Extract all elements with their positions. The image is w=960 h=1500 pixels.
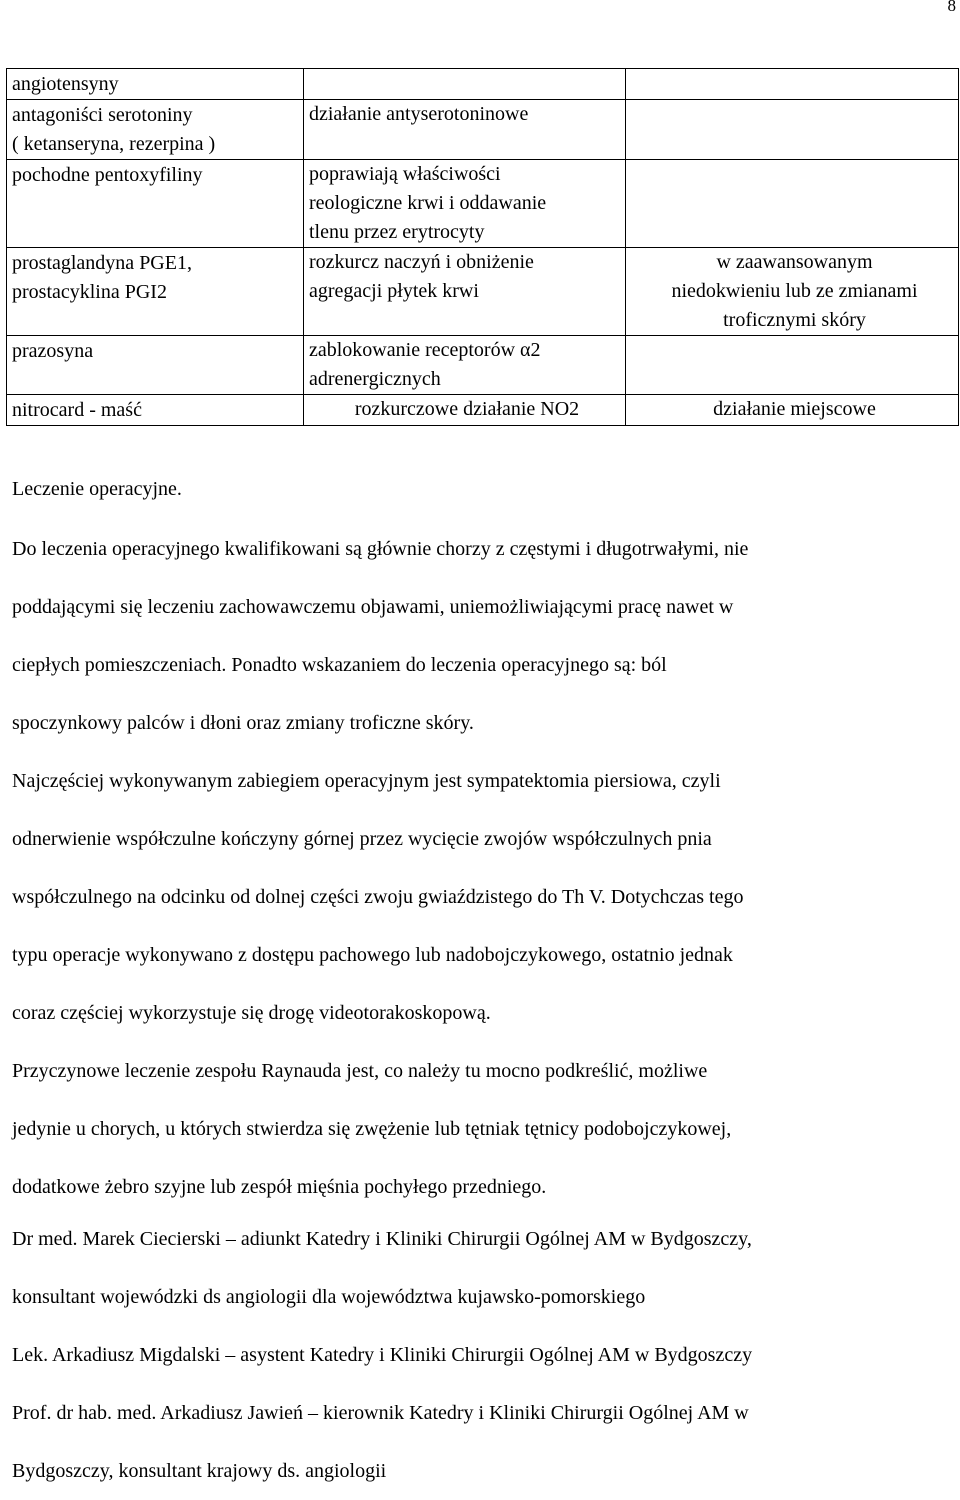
cell-line: troficznymi skóry bbox=[723, 309, 866, 331]
authors-block bbox=[12, 1210, 952, 1500]
body-text bbox=[12, 520, 952, 1216]
cell-line: agregacji płytek krwi bbox=[309, 280, 479, 302]
cell-line: w zaawansowanym bbox=[716, 251, 873, 273]
cell-line: antagoniści serotoniny bbox=[12, 104, 193, 126]
author-line: konsultant wojewódzki ds angiologii dla województwa kujawsko-pomorskiego bbox=[12, 1286, 646, 1308]
cell-line: angiotensyny bbox=[12, 73, 119, 95]
paragraph bbox=[12, 1042, 952, 1216]
cell-line: rozkurcz naczyń i obniżenie bbox=[309, 251, 534, 273]
action-cell bbox=[304, 100, 626, 160]
text-line: Najczęściej wykonywanym zabiegiem operacyjnym jest sympatektomia piersiowa, czyli bbox=[12, 770, 721, 792]
indication-cell bbox=[626, 336, 959, 395]
cell-line: prostacyklina PGI2 bbox=[12, 281, 167, 303]
table-row bbox=[7, 100, 959, 160]
cell-line: pochodne pentoxyfiliny bbox=[12, 164, 203, 186]
drug-cell bbox=[7, 248, 304, 336]
cell-line: zablokowanie receptorów α2 bbox=[309, 339, 541, 361]
text-line: odnerwienie współczulne kończyny górnej przez wycięcie zwojów współczulnych pnia bbox=[12, 828, 712, 850]
cell-line: tlenu przez erytrocyty bbox=[309, 221, 485, 243]
table-row bbox=[7, 160, 959, 248]
text-line: ciepłych pomieszczeniach. Ponadto wskazaniem do leczenia operacyjnego są: ból bbox=[12, 654, 667, 676]
text-line: Do leczenia operacyjnego kwalifikowani są głównie chorzy z częstymi i długotrwałymi, nie bbox=[12, 538, 749, 560]
action-cell bbox=[304, 336, 626, 395]
cell-line: nitrocard - maść bbox=[12, 399, 142, 421]
text-line: coraz częściej wykorzystuje się drogę videotorakoskopową. bbox=[12, 1002, 491, 1024]
section-heading: Leczenie operacyjne. bbox=[12, 478, 182, 500]
drug-table bbox=[6, 68, 959, 426]
author-line: Lek. Arkadiusz Migdalski – asystent Katedry i Kliniki Chirurgii Ogólnej AM w Bydgoszczy bbox=[12, 1344, 753, 1366]
drug-cell bbox=[7, 69, 304, 100]
drug-cell bbox=[7, 395, 304, 426]
text-line: typu operacje wykonywano z dostępu pachowego lub nadobojczykowego, ostatnio jednak bbox=[12, 944, 733, 966]
cell-line: niedokwieniu lub ze zmianami bbox=[671, 280, 918, 302]
paragraph bbox=[12, 520, 952, 752]
author-line: Prof. dr hab. med. Arkadiusz Jawień – kierownik Katedry i Kliniki Chirurgii Ogólnej AM w bbox=[12, 1402, 749, 1424]
action-cell bbox=[304, 395, 626, 426]
indication-cell bbox=[626, 248, 959, 336]
author-line: Bydgoszczy, konsultant krajowy ds. angiologii bbox=[12, 1460, 387, 1482]
text-line: jedynie u chorych, u których stwierdza się zwężenie lub tętniak tętnicy podobojczykowej, bbox=[12, 1118, 732, 1140]
paragraph bbox=[12, 752, 952, 1042]
drug-cell bbox=[7, 336, 304, 395]
table-row bbox=[7, 69, 959, 100]
cell-line: działanie antyserotoninowe bbox=[309, 103, 529, 125]
indication-cell bbox=[626, 69, 959, 100]
text-line: Przyczynowe leczenie zespołu Raynauda jest, co należy tu mocno podkreślić, możliwe bbox=[12, 1060, 708, 1082]
action-cell bbox=[304, 160, 626, 248]
action-cell bbox=[304, 248, 626, 336]
action-cell bbox=[304, 69, 626, 100]
table-row bbox=[7, 395, 959, 426]
indication-cell bbox=[626, 395, 959, 426]
page-number: 8 bbox=[947, 0, 956, 15]
text-line: dodatkowe żebro szyjne lub zespół mięśnia pochyłego przedniego. bbox=[12, 1176, 547, 1198]
cell-line: adrenergicznych bbox=[309, 368, 441, 390]
table-row bbox=[7, 336, 959, 395]
cell-line: ( ketanseryna, rezerpina ) bbox=[12, 133, 216, 155]
drug-cell bbox=[7, 100, 304, 160]
author-line: Dr med. Marek Ciecierski – adiunkt Katedry i Kliniki Chirurgii Ogólnej AM w Bydgoszczy, bbox=[12, 1228, 752, 1250]
cell-line: reologiczne krwi i oddawanie bbox=[309, 192, 547, 214]
cell-line: rozkurczowe działanie NO2 bbox=[354, 398, 580, 420]
cell-line: prostaglandyna PGE1, bbox=[12, 252, 192, 274]
cell-line: działanie miejscowe bbox=[713, 398, 876, 420]
text-line: poddającymi się leczeniu zachowawczemu objawami, uniemożliwiającymi pracę nawet w bbox=[12, 596, 734, 618]
cell-line: prazosyna bbox=[12, 340, 94, 362]
text-line: współczulnego na odcinku od dolnej części zwoju gwiaździstego do Th V. Dotychczas tego bbox=[12, 886, 744, 908]
drug-cell bbox=[7, 160, 304, 248]
indication-cell bbox=[626, 160, 959, 248]
cell-line: poprawiają właściwości bbox=[309, 163, 501, 185]
text-line: spoczynkowy palców i dłoni oraz zmiany troficzne skóry. bbox=[12, 712, 474, 734]
table-row bbox=[7, 248, 959, 336]
indication-cell bbox=[626, 100, 959, 160]
